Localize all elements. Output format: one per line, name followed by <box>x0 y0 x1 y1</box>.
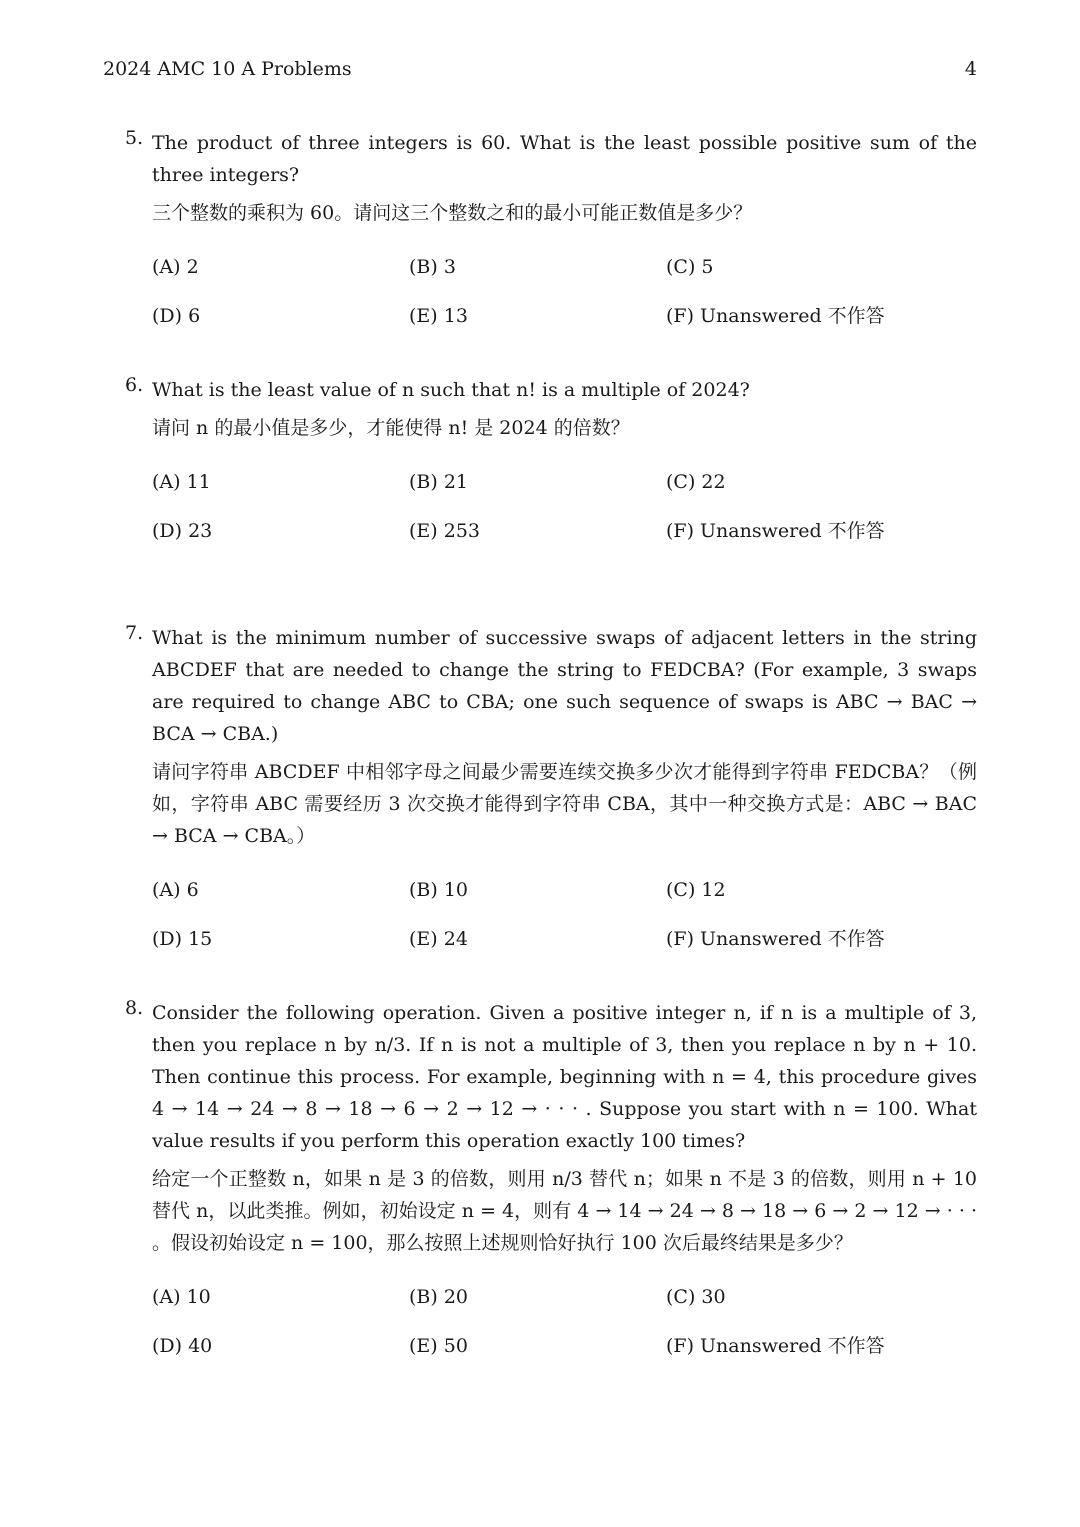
problem-text-english: Consider the following operation. Given a positive integer n, if n is a multiple of 3, then you replace n by n/3. If n is not a multiple of 3, then you replace n by n + 10. Then continue this process. For example, beginning with n = 4, this procedure gives 4 → 14 → 24 → 8 → 18 → 6 → 2 → 12 → · · · . Suppose you start with n = 100. What value results if you perform this operation exactly 100 times? <box>152 1002 977 1152</box>
choice-f-unanswered[interactable]: (F) Unanswered 不作答 <box>666 520 885 542</box>
problem-text-chinese: 请问字符串 ABCDEF 中相邻字母之间最少需要连续交换多少次才能得到字符串 FEDCBA？（例如，字符串 ABC 需要经历 3 次交换才能得到字符串 CBA，其中一种交换方式是：ABC → BAC → BCA → CBA。） <box>152 761 977 847</box>
choice-c[interactable]: (C) 12 <box>666 879 726 901</box>
problem-text-chinese: 请问 n 的最小值是多少，才能使得 n! 是 2024 的倍数？ <box>152 417 630 439</box>
choice-f-unanswered[interactable]: (F) Unanswered 不作答 <box>666 1335 885 1357</box>
problem-text-english: What is the minimum number of successive swaps of adjacent letters in the string ABCDEF that are needed to change the string to FEDCBA? (For example, 3 swaps are required to change ABC to CBA; one such sequence of swaps is ABC → BAC → BCA → CBA.) <box>152 627 977 745</box>
choice-e[interactable]: (E) 24 <box>409 928 468 950</box>
choice-d[interactable]: (D) 6 <box>152 305 201 327</box>
choice-f-unanswered[interactable]: (F) Unanswered 不作答 <box>666 928 885 950</box>
choice-c[interactable]: (C) 30 <box>666 1286 726 1308</box>
choice-e[interactable]: (E) 13 <box>409 305 468 327</box>
choice-b[interactable]: (B) 3 <box>409 256 456 278</box>
problem-body <box>152 374 977 566</box>
problem-number: 8. <box>125 997 144 1019</box>
choice-b[interactable]: (B) 21 <box>409 471 469 493</box>
choice-c[interactable]: (C) 22 <box>666 471 726 493</box>
choice-b[interactable]: (B) 10 <box>409 879 469 901</box>
answer-choices <box>152 1281 977 1381</box>
problem-body <box>152 997 977 1381</box>
choice-e[interactable]: (E) 50 <box>409 1335 468 1357</box>
answer-choices <box>152 251 977 351</box>
page-header <box>103 58 977 88</box>
choice-a[interactable]: (A) 2 <box>152 256 199 278</box>
choice-d[interactable]: (D) 23 <box>152 520 213 542</box>
problem-body <box>152 127 977 351</box>
answer-choices <box>152 874 977 974</box>
choice-d[interactable]: (D) 40 <box>152 1335 213 1357</box>
page-number: 4 <box>964 58 977 80</box>
choice-c[interactable]: (C) 5 <box>666 256 714 278</box>
problem-number: 7. <box>125 622 144 644</box>
problem-text-english: What is the least value of n such that n! is a multiple of 2024? <box>152 379 750 401</box>
problem-text-english: The product of three integers is 60. What is the least possible positive sum of the three integers? <box>152 132 977 186</box>
choice-e[interactable]: (E) 253 <box>409 520 480 542</box>
answer-choices <box>152 466 977 566</box>
problem-body <box>152 622 977 974</box>
document-title: 2024 AMC 10 A Problems <box>103 58 352 80</box>
choice-d[interactable]: (D) 15 <box>152 928 213 950</box>
choice-f-unanswered[interactable]: (F) Unanswered 不作答 <box>666 305 885 327</box>
problem-number: 5. <box>125 127 144 149</box>
problem-number: 6. <box>125 374 144 396</box>
problem-text-chinese: 给定一个正整数 n，如果 n 是 3 的倍数，则用 n/3 替代 n；如果 n 不是 3 的倍数，则用 n + 10 替代 n，以此类推。例如，初始设定 n = 4，则有 4 → 14 → 24 → 8 → 18 → 6 → 2 → 12 → · · · 。假设初始设定 n = 100，那么按照上述规则恰好执行 100 次后最终结果是多少？ <box>152 1168 977 1254</box>
choice-a[interactable]: (A) 6 <box>152 879 199 901</box>
choice-a[interactable]: (A) 10 <box>152 1286 211 1308</box>
choice-b[interactable]: (B) 20 <box>409 1286 469 1308</box>
choice-a[interactable]: (A) 11 <box>152 471 211 493</box>
problem-text-chinese: 三个整数的乘积为 60。请问这三个整数之和的最小可能正数值是多少？ <box>152 202 753 224</box>
